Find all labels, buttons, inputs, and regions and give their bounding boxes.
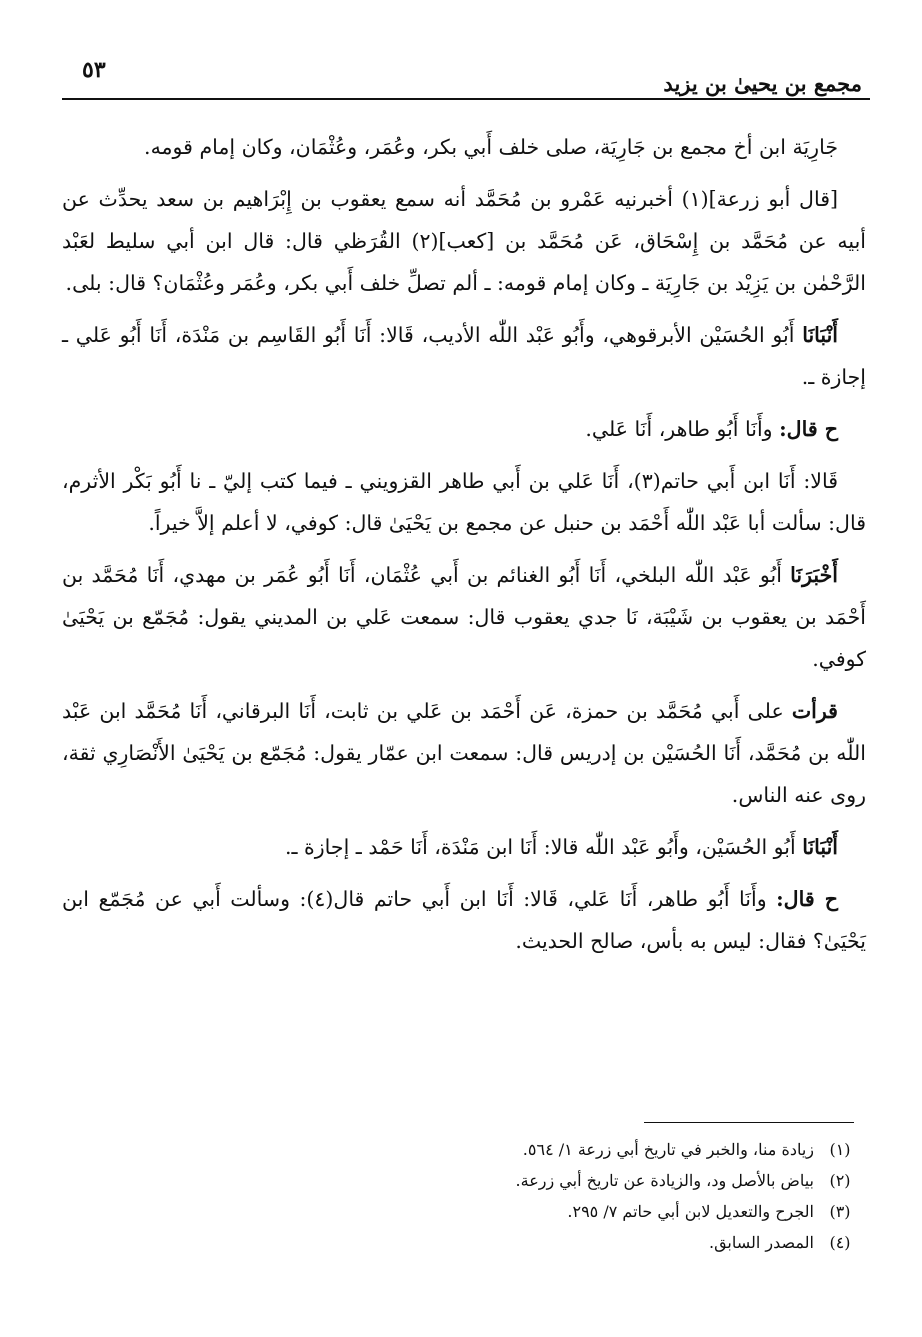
footnote <box>80 1165 854 1196</box>
paragraph-text: قَالا: أَنَا ابن أَبي حاتم(٣)، أَنَا عَلي بن أَبي طاهر القزويني ـ فيما كتب إليّ ـ نا أَبُو بَكْر الأثرم، قال: سألت أبا عَبْد اللّٰه أَحْمَد بن حنبل عن مجمع بن يَحْيَىٰ قال: كوفي، لا أعلم إلاَّ خيراً. <box>62 469 866 535</box>
footnote-text: زيادة منا، والخبر في تاريخ أبي زرعة ١/ ٥٦٤. <box>522 1140 814 1159</box>
footnote-divider <box>644 1122 854 1123</box>
paragraph <box>62 826 866 868</box>
paragraph-lead: ح قال: <box>776 887 838 911</box>
paragraph <box>62 126 866 168</box>
paragraph-lead: قرأت <box>791 699 838 723</box>
footnote-number: (٤) <box>829 1233 851 1252</box>
paragraph-text: وأَنَا أَبُو طاهر، أَنَا عَلي، قَالا: أَنَا ابن أَبي حاتم قال(٤): وسألت أَبي عن مُجَمّع ابن يَحْيَىٰ؟ فقال: ليس به بأس، صالح الحديث. <box>62 887 866 953</box>
footnote-text: بياض بالأصل ود، والزيادة عن تاريخ أبي زرعة. <box>515 1171 814 1190</box>
paragraph-text: أَبُو الحُسَيْن الأبرقوهي، وأَبُو عَبْد اللّٰه الأديب، قَالا: أَنَا أَبُو القَاسِم بن مَنْدَة، أَنَا أَبُو عَلي ـ إجازة ـ. <box>62 323 866 389</box>
paragraph-text: جَارِيَة ابن أخ مجمع بن جَارِيَة، صلى خلف أَبي بكر، وعُمَر، وعُثْمَان، وكان إمام قومه. <box>144 135 838 159</box>
footnote-number: (١) <box>829 1140 851 1159</box>
paragraph-text: أَبُو عَبْد اللّٰه البلخي، أَنَا أَبُو الغنائم بن أَبي عُثْمَان، أَنَا أَبُو عُمَر بن مهدي، أَنَا مُحَمَّد بن أَحْمَد بن يعقوب بن شَيْبَة، نَا جدي يعقوب قال: سمعت عَلي بن المديني يقول: مُجَمّع بن يَحْيَىٰ كوفي. <box>62 563 866 671</box>
paragraph-text: [قال أبو زرعة](١) أخبرنيه عَمْرو بن مُحَمَّد أنه سمع يعقوب بن إِبْرَاهيم بن سعد يحدِّث عن أبيه عن مُحَمَّد بن إِسْحَاق، عَن مُحَمَّد بن [كعب](٢) القُرَظي قال: قال ابن أبي سليط لعَبْد الرَّحْمٰن بن يَزِيْد بن جَارِيَة ـ وكان إمام قومه: ـ ألم تصلِّ خلف أَبي بكر، وعُمَر وعُثْمَان؟ قال: بلى. <box>62 187 866 295</box>
page-number: ٥٣ <box>82 57 106 83</box>
paragraph <box>62 408 866 450</box>
paragraph-text: أَبُو الحُسَيْن، وأَبُو عَبْد اللّٰه قالا: أَنَا ابن مَنْدَة، أَنَا حَمْد ـ إجازة ـ. <box>285 835 796 859</box>
paragraph <box>62 178 866 304</box>
paragraph <box>62 878 866 962</box>
paragraph-lead: أَنْبَانَا <box>802 835 838 859</box>
paragraph-lead: أَخْبَرَنَا <box>790 563 838 587</box>
paragraph-text: وأَنَا أَبُو طاهر، أَنَا عَلي. <box>585 417 773 441</box>
footnotes <box>80 1134 854 1258</box>
footnote <box>80 1227 854 1258</box>
running-header <box>62 58 870 100</box>
footnote <box>80 1196 854 1227</box>
paragraph <box>62 314 866 398</box>
footnote-number: (٢) <box>829 1171 851 1190</box>
paragraph <box>62 460 866 544</box>
main-text <box>62 126 866 972</box>
paragraph-lead: ح قال: <box>779 417 838 441</box>
running-title: مجمع بن يحيىٰ بن يزيد <box>663 71 862 96</box>
paragraph-text: على أَبي مُحَمَّد بن حمزة، عَن أَحْمَد بن عَلي بن ثابت، أَنَا البرقاني، أَنَا مُحَمَّد ابن عَبْد اللّٰه بن مُحَمَّد، أَنَا الحُسَيْن بن إدريس قال: سمعت ابن عمّار يقول: مُجَمّع بن يَحْيَىٰ الأَنْصَارِي ثقة، روى عنه الناس. <box>62 699 866 807</box>
footnote-text: الجرح والتعديل لابن أبي حاتم ٧/ ٢٩٥. <box>567 1202 814 1221</box>
footnote-number: (٣) <box>829 1202 851 1221</box>
paragraph-lead: أَنْبَانَا <box>802 323 838 347</box>
paragraph <box>62 690 866 816</box>
footnote <box>80 1134 854 1165</box>
paragraph <box>62 554 866 680</box>
footnote-text: المصدر السابق. <box>708 1233 814 1252</box>
